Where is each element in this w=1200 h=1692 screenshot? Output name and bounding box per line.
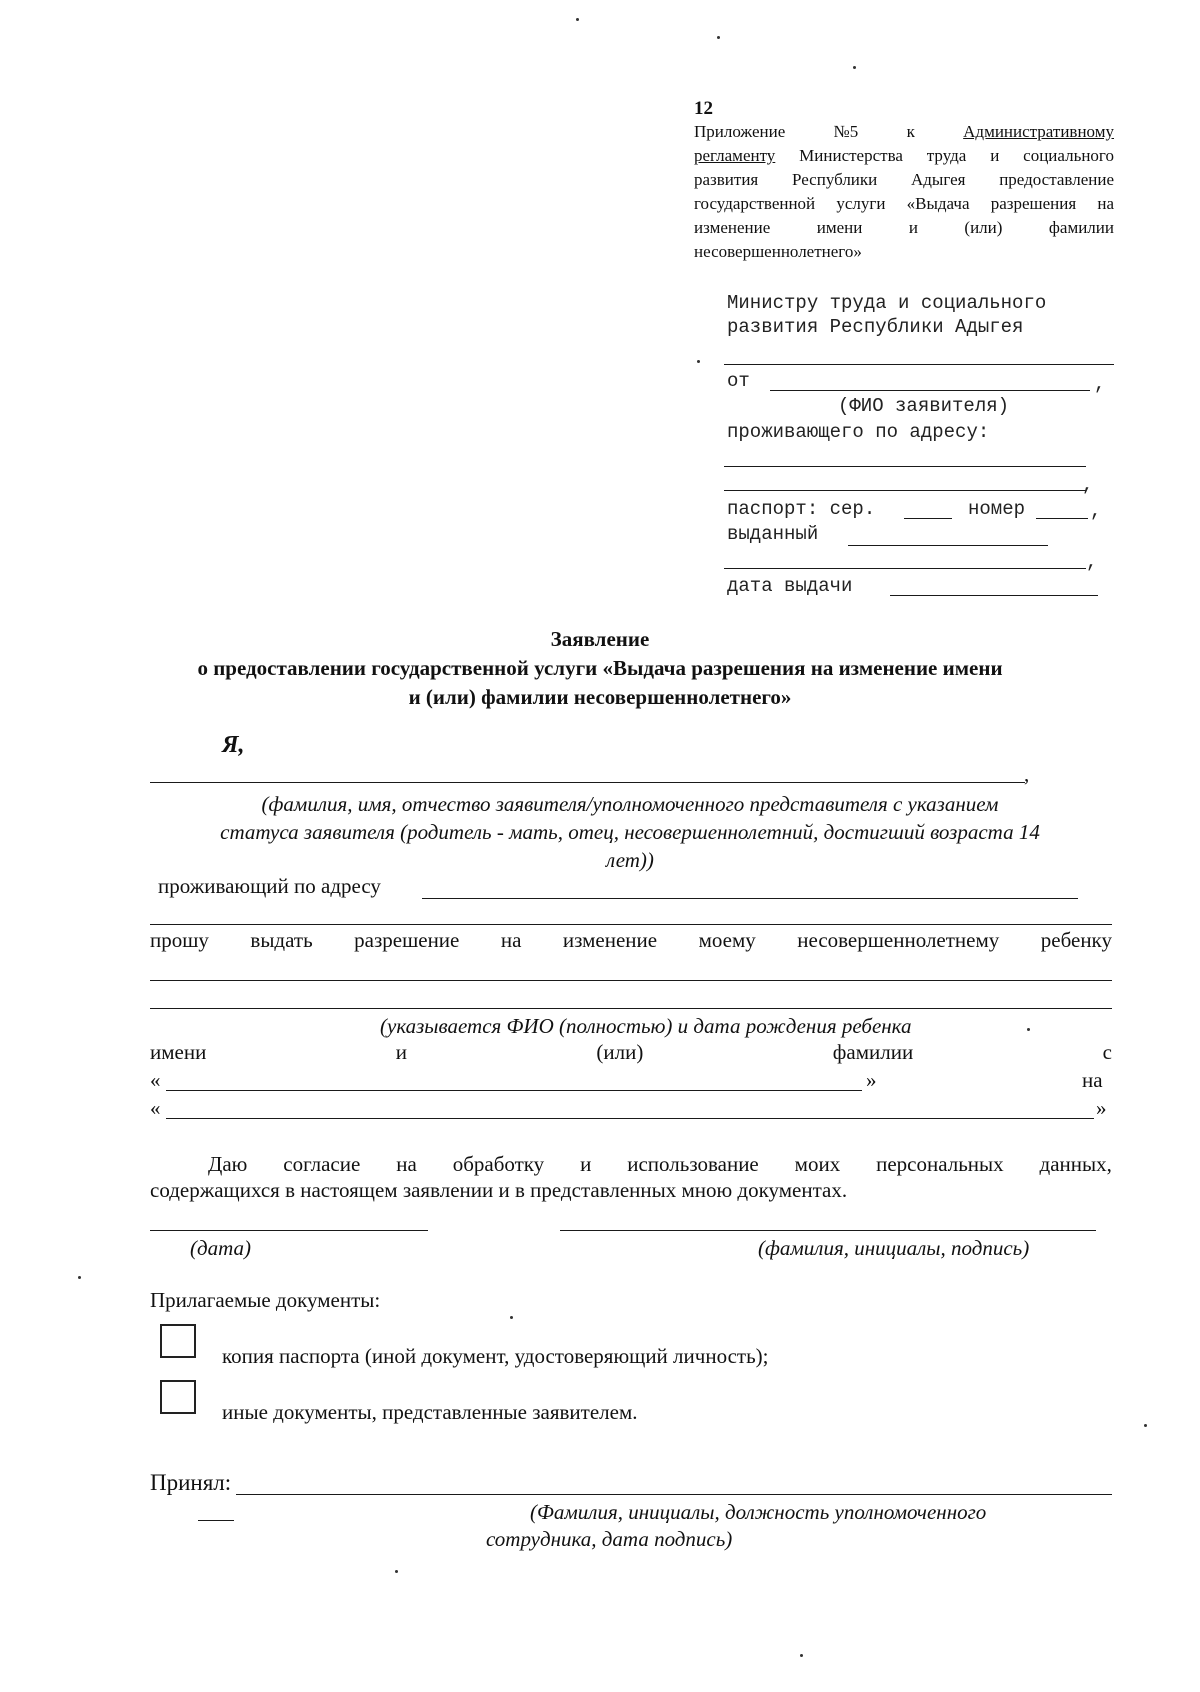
word: несовершеннолетнему: [797, 928, 1000, 952]
date-field[interactable]: [150, 1230, 428, 1231]
scan-speck: [800, 1654, 803, 1657]
word: на: [396, 1152, 417, 1176]
appendix-line-2: [694, 144, 1114, 168]
issue-date-field[interactable]: [890, 595, 1098, 596]
word: использование: [627, 1152, 759, 1176]
quote-close-1: »: [866, 1068, 877, 1092]
appendix-reglament: регламенту: [694, 146, 776, 165]
word: фамилии: [832, 1040, 914, 1064]
word: моему: [698, 928, 756, 952]
word: данных,: [1039, 1152, 1112, 1176]
appendix-line-2-rest: Министерства труда и социального: [775, 146, 1114, 165]
word: разрешение: [354, 928, 460, 952]
word: обработку: [452, 1152, 545, 1176]
appendix-word-k: к: [906, 122, 915, 141]
passport-series-field[interactable]: [904, 518, 952, 519]
signature-hint: (фамилия, инициалы, подпись): [758, 1236, 1030, 1260]
scan-speck: [697, 360, 700, 363]
word: моих: [794, 1152, 841, 1176]
scan-speck: [510, 1316, 513, 1319]
word: ребенку: [1040, 928, 1112, 952]
passport-series-label: паспорт: сер.: [727, 498, 876, 520]
appendix-line-5: изменение имени и (или) фамилии: [694, 218, 1114, 237]
word: Даю: [208, 1152, 248, 1176]
residing-address-field[interactable]: [422, 898, 1078, 899]
attached-item-2: иные документы, представленные заявителем.: [222, 1400, 638, 1424]
addressee-line-1: Министру труда и социального: [727, 292, 1047, 314]
scan-speck: [576, 18, 579, 21]
issue-date-label: дата выдачи: [727, 575, 853, 597]
title-line-3: и (или) фамилии несовершеннолетнего»: [408, 685, 792, 709]
scan-speck: [1027, 1028, 1030, 1031]
scan-speck: [1144, 1424, 1147, 1427]
word: выдать: [250, 928, 313, 952]
attached-docs-label: Прилагаемые документы:: [150, 1288, 381, 1312]
na-label: на: [1082, 1068, 1103, 1092]
word: персональных: [876, 1152, 1004, 1176]
title-line-1: Заявление: [550, 627, 650, 651]
fio-hint: (ФИО заявителя): [838, 395, 1010, 417]
word: прошу: [150, 928, 209, 952]
quote-open-1: «: [150, 1068, 161, 1092]
new-name-field[interactable]: [166, 1118, 1094, 1119]
applicant-hint: [150, 790, 1110, 874]
word: с: [1102, 1040, 1112, 1064]
residing-label: проживающий по адресу: [158, 874, 381, 898]
appendix-word-prilozhenie: Приложение: [694, 122, 786, 141]
word: (или): [596, 1040, 644, 1064]
word: и: [395, 1040, 407, 1064]
passport-number-field[interactable]: [1036, 518, 1088, 519]
page-number: 12: [694, 98, 713, 119]
old-name-field[interactable]: [166, 1090, 862, 1091]
child-info-field-2[interactable]: [150, 1008, 1112, 1009]
appendix-line-3: развития Республики Адыгея предоставление: [694, 170, 1114, 189]
date-hint: (дата): [190, 1236, 252, 1260]
appendix-note: [694, 120, 1114, 264]
word: согласие: [283, 1152, 361, 1176]
names-line: [150, 1040, 1112, 1065]
applicant-hint-line-2: статуса заявителя (родитель - мать, отец, несовершеннолетний, достигший возраста 14: [220, 820, 1040, 844]
ya-label: Я,: [222, 732, 245, 758]
address-field-2[interactable]: [724, 490, 1086, 491]
scan-speck: [78, 1276, 81, 1279]
address-field-1[interactable]: [724, 466, 1086, 467]
word: имени: [150, 1040, 207, 1064]
comma-4: ,: [1086, 551, 1098, 573]
child-info-field-1[interactable]: [150, 980, 1112, 981]
title-line-2: о предоставлении государственной услуги «Выдача разрешения на изменение имени: [197, 656, 1003, 680]
accepted-label: Принял:: [150, 1470, 232, 1495]
from-label: от: [727, 370, 750, 392]
child-hint: (указывается ФИО (полностью) и дата рождения ребенка: [380, 1014, 912, 1038]
applicant-fio-field[interactable]: [770, 390, 1090, 391]
consent-line-1: [208, 1152, 1112, 1177]
residing-address-field-2[interactable]: [150, 924, 1112, 925]
attached-item-1: копия паспорта (иной документ, удостоверяющий личность);: [222, 1344, 769, 1368]
scan-speck: [395, 1570, 398, 1573]
appendix-word-administrative: Административному: [963, 122, 1114, 141]
document-title: [0, 625, 1200, 712]
scan-speck: [717, 36, 720, 39]
word: на: [500, 928, 522, 952]
comma-5: ,: [1024, 762, 1030, 786]
quote-close-2: »: [1096, 1096, 1107, 1120]
issued-by-field-2[interactable]: [724, 568, 1086, 569]
applicant-name-field[interactable]: [150, 782, 1025, 783]
comma-2: ,: [1082, 474, 1094, 496]
accepted-hint-line-1: (Фамилия, инициалы, должность уполномоченного: [530, 1500, 987, 1524]
stray-dash: [198, 1520, 234, 1521]
other-docs-checkbox[interactable]: [160, 1380, 196, 1414]
passport-copy-checkbox[interactable]: [160, 1324, 196, 1358]
applicant-hint-line-1: (фамилия, имя, отчество заявителя/уполномоченного представителя с указанием: [261, 792, 999, 816]
issued-label: выданный: [727, 523, 819, 545]
request-line: [150, 928, 1112, 953]
consent-line-2: содержащихся в настоящем заявлении и в представленных мною документах.: [150, 1178, 848, 1202]
appendix-line-6: несовершеннолетнего»: [694, 242, 862, 261]
appendix-line-4: государственной услуги «Выдача разрешения на: [694, 194, 1114, 213]
issued-by-field-1[interactable]: [848, 545, 1048, 546]
passport-number-label: номер: [968, 498, 1026, 520]
appendix-line-1: [694, 120, 1114, 144]
comma-1: ,: [1094, 373, 1106, 395]
scan-speck: [853, 66, 856, 69]
address-label: проживающего по адресу:: [727, 421, 990, 443]
quote-open-2: «: [150, 1096, 161, 1120]
signature-field[interactable]: [560, 1230, 1096, 1231]
word: и: [580, 1152, 592, 1176]
accepted-by-field[interactable]: [236, 1494, 1112, 1495]
accepted-hint-line-2: сотрудника, дата подпись): [486, 1527, 733, 1551]
appendix-word-number: №5: [833, 122, 859, 141]
comma-3: ,: [1090, 500, 1102, 522]
word: изменение: [562, 928, 658, 952]
addressee-blank-line[interactable]: [724, 364, 1114, 365]
applicant-hint-line-3: лет)): [606, 848, 654, 872]
addressee-line-2: развития Республики Адыгея: [727, 316, 1024, 338]
